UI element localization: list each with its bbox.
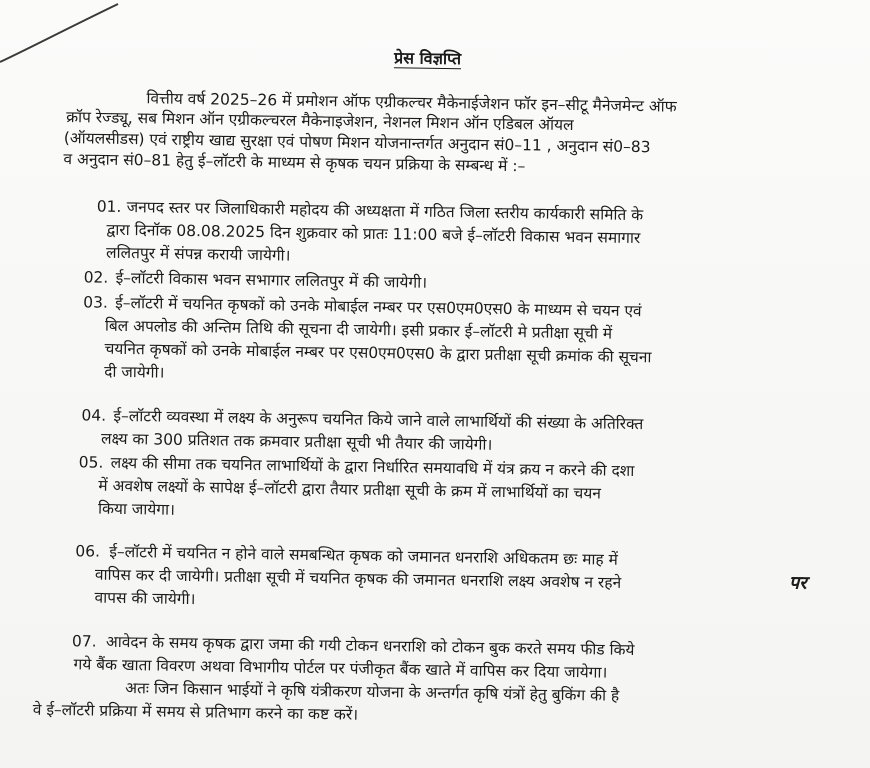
intro-line: व अनुदान सं0–81 हेतु ई–लॉटरी के माध्यम से कृषक चयन प्रक्रिया के सम्बन्ध में :–	[63, 150, 526, 176]
page-title: प्रेस विज्ञप्ति	[393, 48, 462, 69]
point-line: किया जायेगा।	[97, 499, 176, 519]
point-number: 07.	[71, 632, 97, 651]
point-number: 04.	[81, 406, 107, 425]
closing-line: वे ई–लॉटरी प्रक्रिया में समय से प्रतिभाग करने का कष्ट करें।	[32, 700, 359, 724]
paper-fold-mark	[0, 0, 140, 70]
point-line: वापिस कर दी जायेगी। प्रतीक्षा सूची में चयनित कृषक की जमानत धनराशि लक्ष्य अवशेष न रहने	[94, 565, 622, 592]
point-line: लक्ष्य का 300 प्रतिशत तक क्रमवार प्रतीक्षा सूची भी तैयार की जायेगी।	[100, 429, 493, 454]
point-number: 03.	[83, 293, 109, 312]
point-line: ई–लॉटरी विकास भवन सभागार ललितपुर में की जायेगी।	[115, 268, 428, 292]
point-line: ई–लॉटरी में चयनित कृषकों को उनके मोबाईल नम्बर पर एस0एम0एस0 के माध्यम से चयन एवं	[115, 293, 642, 321]
handwritten-correction: पर	[788, 572, 807, 594]
closing-line: अतः जिन किसान भाईयों ने कृषि यंत्रीकरण योजना के अन्तर्गत कृषि यंत्रों हेतु बुकिंग की है	[125, 679, 620, 705]
point-line: में अवशेष लक्ष्यों के सापेक्ष ई–लॉटरी द्वारा तैयार प्रतीक्षा सूची के क्रम में लाभार्थियों का चयन	[98, 476, 602, 503]
point-line: ललितपुर में संपन्न करायी जायेगी।	[105, 243, 291, 265]
point-line: द्वारा दिनॉक 08.08.2025 दिन शुक्रवार को प्रातः 11:00 बजे ई–लॉटरी विकास भवन समागार	[106, 220, 641, 248]
point-line: लक्ष्य की सीमा तक चयनित लाभार्थियों के द्वारा निर्धारित समयावधि में यंत्र क्रय न करने की दशा	[110, 453, 635, 481]
point-line: दी जायेगी।	[104, 362, 165, 382]
intro-line: क्रॉप रेज्ड्यू, सब मिशन ऑन एग्रीकल्चरल मैकेनाइजेशन, नेशनल मिशन ऑन एडिबल ऑयल	[66, 108, 574, 135]
point-number: 05.	[78, 453, 104, 472]
point-number: 06.	[75, 542, 101, 561]
intro-line: वित्तीय वर्ष 2025–26 में प्रमोशन ऑफ एग्रीकल्चर मैकेनाईजेशन फॉर इन–सीटू मैनेजमेन्ट ऑफ	[146, 89, 677, 116]
point-line: जनपद स्तर पर जिलाधिकारी महोदय की अध्यक्षता में गठित जिला स्तरीय कार्यकारी समिति के	[126, 198, 644, 225]
point-line: वापस की जायेगी।	[94, 588, 196, 609]
point-number: 01.	[96, 197, 122, 216]
point-line: गये बैंक खाता विवरण अथवा विभागीय पोर्टल पर पंजीकृत बैंक खाते में वापिस कर दिया जायेगा।	[73, 655, 608, 682]
point-line: चयनित कृषकों को उनके मोबाईल नम्बर पर एस0एम0एस0 के द्वारा प्रतीक्षा सूची क्रमांक की सूचना	[104, 339, 652, 367]
point-line: बिल अपलोड की अन्तिम तिथि की सूचना दी जायेगी। इसी प्रकार ई–लॉटरी मे प्रतीक्षा सूची में	[104, 316, 613, 343]
point-line: ई–लॉटरी व्यवस्था में लक्ष्य के अनुरूप चयनित किये जाने वाले लाभार्थियों की संख्या के अतिरिक्त	[113, 406, 644, 434]
intro-line: (ऑयलसीडस) एवं राष्ट्रीय खाद्य सुरक्षा एवं पोषण मिशन योजनान्तर्गत अनुदान सं0–11 , अनुदान सं0–83	[63, 129, 651, 157]
point-line: ई–लॉटरी में चयनित न होने वाले समबन्धित कृषक को जमानत धनराशि अधिकतम छः माह में	[109, 542, 619, 569]
point-number: 02.	[83, 268, 109, 287]
point-line: आवेदन के समय कृषक द्वारा जमा की गयी टोकन धनराशि को टोकन बुक करते समय फीड किये	[105, 632, 635, 660]
